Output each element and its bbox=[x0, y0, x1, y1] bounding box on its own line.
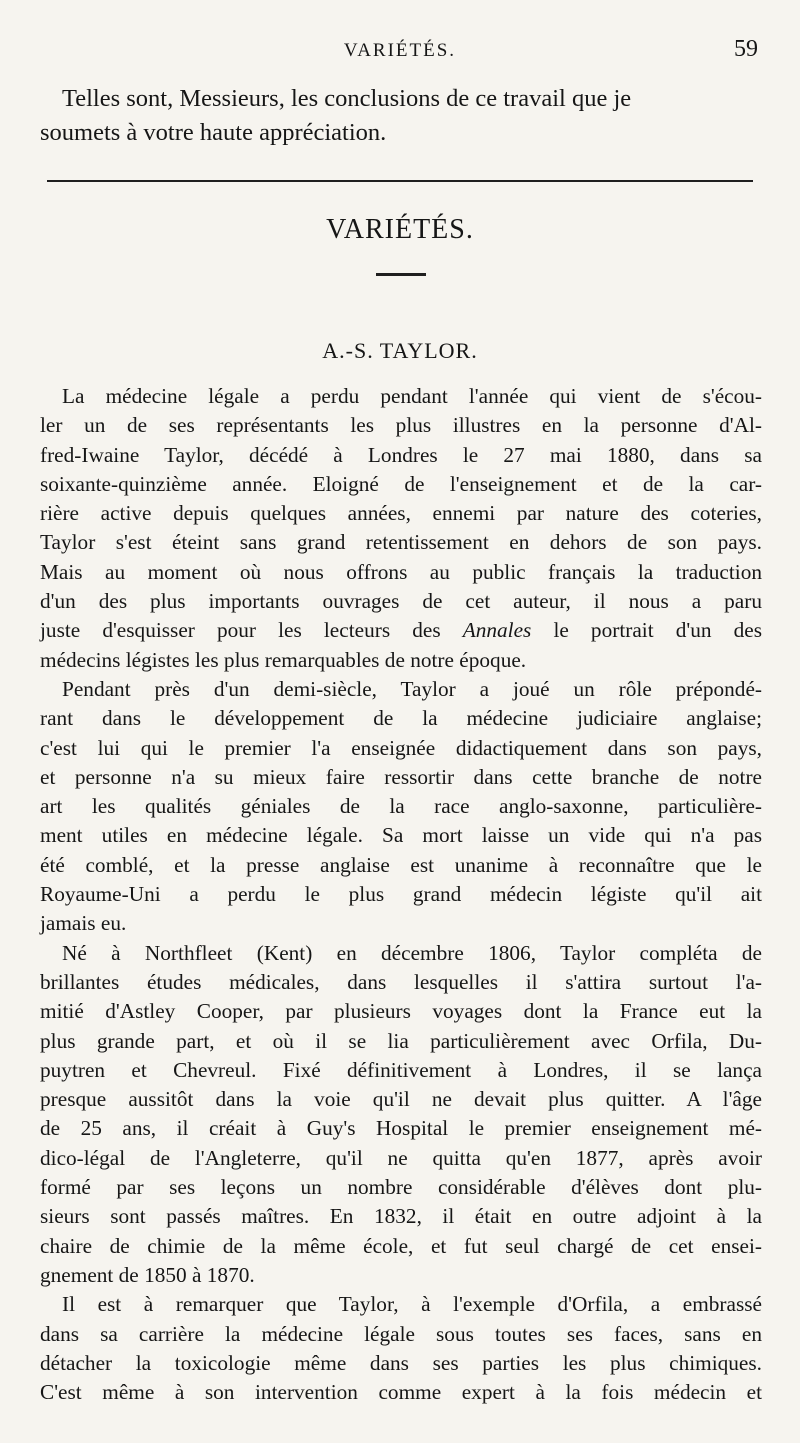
body-line: mitié d'Astley Cooper, par plusieurs voyages dont la France eut la bbox=[40, 999, 762, 1024]
body-line: Mais au moment où nous offrons au public français la traduction bbox=[40, 559, 762, 584]
body-line: c'est lui qui le premier l'a enseignée didactiquement dans son pays, bbox=[40, 735, 762, 760]
body-line: fred-Iwaine Taylor, décédé à Londres le 27 mai 1880, dans sa bbox=[40, 442, 762, 467]
body-line: plus grande part, et où il se lia particulièrement avec Orfila, Du- bbox=[40, 1028, 762, 1053]
body-line: et personne n'a su mieux faire ressortir dans cette branche de notre bbox=[40, 764, 762, 789]
body-line: puytren et Chevreul. Fixé définitivement à Londres, il se lança bbox=[40, 1057, 762, 1082]
body-line: ment utiles en médecine légale. Sa mort laisse un vide qui n'a pas bbox=[40, 823, 762, 848]
body-line: détacher la toxicologie même dans ses parties les plus chimiques. bbox=[40, 1350, 762, 1375]
section-divider bbox=[47, 180, 753, 182]
body-line: Né à Northfleet (Kent) en décembre 1806, Taylor compléta de bbox=[62, 940, 762, 965]
title-rule bbox=[376, 273, 426, 276]
intro-paragraph bbox=[40, 82, 760, 150]
body-line: presque aussitôt dans la voie qu'il ne devait plus quitter. A l'âge bbox=[40, 1087, 762, 1112]
body-line: dans sa carrière la médecine légale sous toutes ses faces, sans en bbox=[40, 1321, 762, 1346]
body-line: sieurs sont passés maîtres. En 1832, il était en outre adjoint à la bbox=[40, 1204, 762, 1229]
body-line: d'un des plus importants ouvrages de cet auteur, il nous a paru bbox=[40, 589, 762, 614]
article-title: A.-S. TAYLOR. bbox=[322, 338, 478, 363]
body-line-with-italic bbox=[40, 616, 762, 645]
body-line: médecins légistes les plus remarquables de notre époque. bbox=[40, 647, 527, 672]
body-line: été comblé, et la presse anglaise est unanime à reconnaître que le bbox=[40, 852, 762, 877]
body-line: Pendant près d'un demi-siècle, Taylor a joué un rôle prépondé- bbox=[62, 676, 762, 701]
body-line: ler un de ses représentants les plus illustres en la personne d'Al- bbox=[40, 413, 762, 438]
body-line: brillantes études médicales, dans lesquelles il s'attira surtout l'a- bbox=[40, 969, 762, 994]
body-line: C'est même à son intervention comme expert à la fois médecin et bbox=[40, 1380, 762, 1405]
body-line: jamais eu. bbox=[40, 911, 127, 936]
body-line: La médecine légale a perdu pendant l'année qui vient de s'écou- bbox=[62, 384, 762, 408]
body-line: rant dans le développement de la médecine judiciaire anglaise; bbox=[40, 706, 762, 731]
body-line: gnement de 1850 à 1870. bbox=[40, 1262, 255, 1287]
running-title: VARIÉTÉS. bbox=[343, 40, 457, 61]
body-line: Royaume-Uni a perdu le plus grand médecin légiste qu'il ait bbox=[40, 882, 762, 907]
body-line-end: le portrait d'un des bbox=[553, 618, 762, 643]
body-line: chaire de chimie de la même école, et fut seul chargé de cet ensei- bbox=[40, 1233, 762, 1258]
body-line: Taylor s'est éteint sans grand retentissement en dehors de son pays. bbox=[40, 530, 762, 555]
body-line: Il est à remarquer que Taylor, à l'exemple d'Orfila, a embrassé bbox=[62, 1292, 762, 1317]
body-line: art les qualités géniales de la race anglo-saxonne, particulière- bbox=[40, 794, 762, 819]
section-title: VARIÉTÉS. bbox=[326, 214, 474, 245]
page-number: 59 bbox=[734, 36, 758, 62]
body-line: de 25 ans, il créait à Guy's Hospital le premier enseignement mé- bbox=[40, 1116, 762, 1141]
intro-line: soumets à votre haute appréciation. bbox=[40, 119, 387, 146]
body-line: soixante-quinzième année. Eloigné de l'enseignement et de la car- bbox=[40, 471, 762, 496]
body-line: dico-légal de l'Angleterre, qu'il ne quitta qu'en 1877, après avoir bbox=[40, 1145, 762, 1170]
body-line-start: juste d'esquisser pour les lecteurs des bbox=[40, 618, 441, 643]
running-head bbox=[0, 36, 800, 64]
article-body bbox=[40, 382, 762, 1407]
intro-line: Telles sont, Messieurs, les conclusions de ce travail que je bbox=[62, 85, 632, 112]
journal-title: Annales bbox=[462, 618, 532, 643]
body-line: rière active depuis quelques années, ennemi par nature des coteries, bbox=[40, 501, 762, 526]
body-line: formé par ses leçons un nombre considérable d'élèves dont plu- bbox=[40, 1175, 762, 1200]
